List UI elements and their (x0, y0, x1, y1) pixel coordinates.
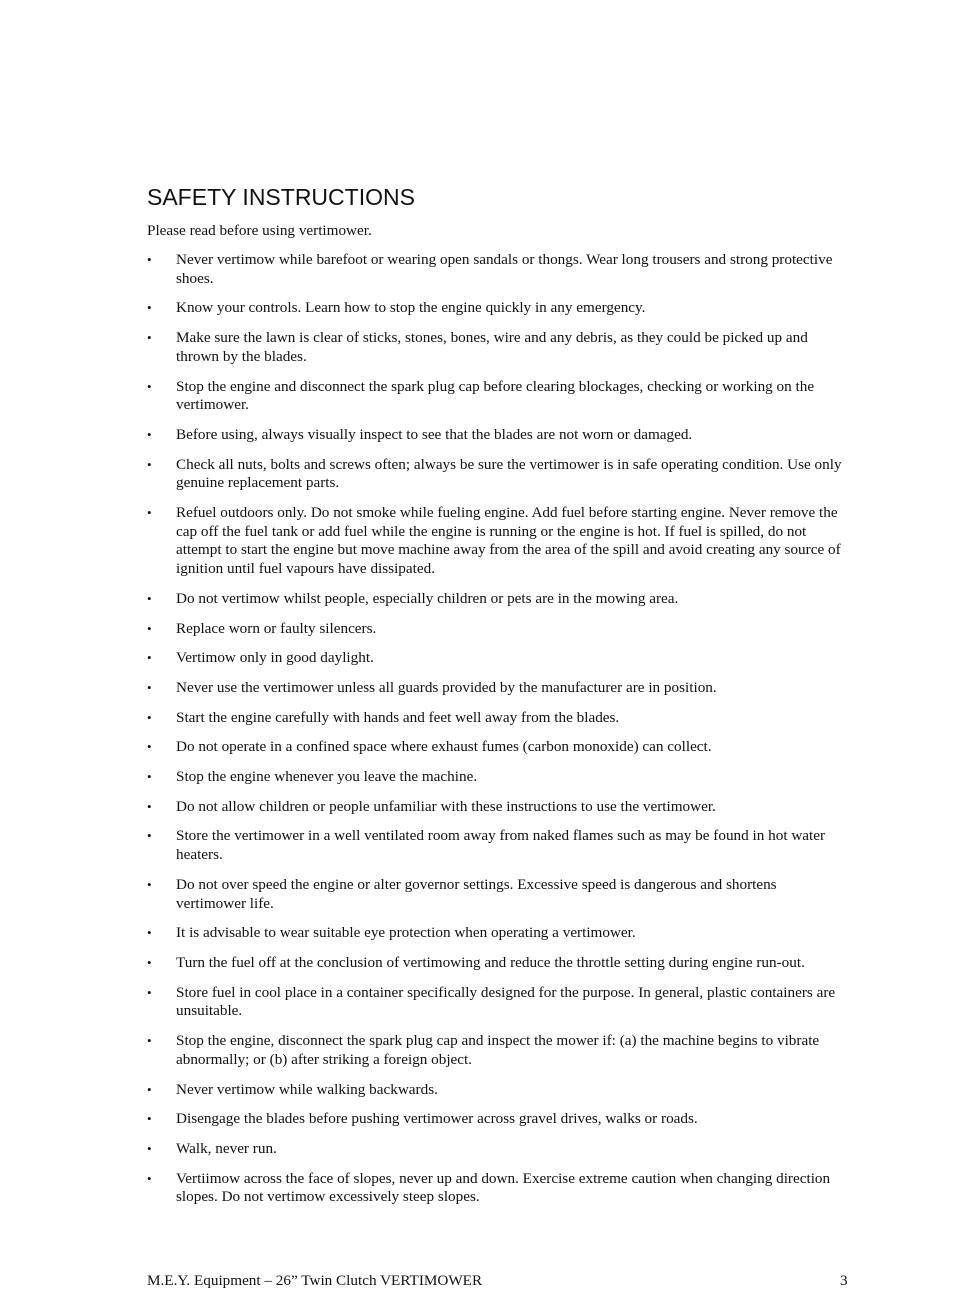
bullet-icon: • (147, 378, 152, 394)
list-item (147, 1110, 847, 1129)
list-item-text: Disengage the blades before pushing vertimower across gravel drives, walks or roads. (176, 1110, 698, 1128)
list-item-text: Refuel outdoors only. Do not smoke while fueling engine. Add fuel before starting engine. Never remove the cap off the fuel tank or add fuel while the engine is running or the engine is hot. If fuel is spilled, do not attempt to start the engine but move machine away from the area of the spill and avoid creating any source of ignition until fuel vapours have dissipated. (176, 504, 841, 578)
intro-text: Please read before using vertimower. (147, 222, 372, 239)
bullet-icon: • (147, 876, 152, 892)
list-item-text: Vertiimow across the face of slopes, never up and down. Exercise extreme caution when changing direction slopes. Do not vertimow excessively steep slopes. (176, 1169, 831, 1206)
list-item (147, 504, 847, 579)
list-item-text: Never use the vertimower unless all guards provided by the manufacturer are in position. (176, 678, 717, 696)
bullet-icon: • (147, 679, 152, 695)
bullet-icon: • (147, 1081, 152, 1097)
list-item-text: Check all nuts, bolts and screws often; always be sure the vertimower is in safe operating condition. Use only genuine replacement parts. (176, 455, 842, 492)
list-item (147, 299, 847, 318)
safety-instructions-list (147, 251, 847, 1218)
list-item (147, 798, 847, 817)
list-item-text: Stop the engine whenever you leave the machine. (176, 768, 478, 786)
list-item-text: Know your controls. Learn how to stop the engine quickly in any emergency. (176, 299, 646, 317)
list-item-text: Do not vertimow whilst people, especially children or pets are in the mowing area. (176, 589, 679, 607)
list-item-text: Never vertimow while barefoot or wearing open sandals or thongs. Wear long trousers and strong protective shoes. (176, 251, 833, 287)
list-item (147, 738, 847, 757)
page-title: SAFETY INSTRUCTIONS (147, 184, 415, 210)
bullet-icon: • (147, 984, 152, 1000)
list-item (147, 954, 847, 973)
bullet-icon: • (147, 252, 152, 267)
list-item-text: Do not allow children or people unfamiliar with these instructions to use the vertimower. (176, 797, 716, 815)
list-item-text: Before using, always visually inspect to see that the blades are not worn or damaged. (176, 425, 693, 443)
bullet-icon: • (147, 709, 152, 725)
list-item (147, 709, 847, 728)
list-item (147, 876, 847, 913)
page-number: 3 (840, 1272, 848, 1289)
list-item-text: Vertimow only in good daylight. (176, 649, 374, 667)
bullet-icon: • (147, 456, 152, 472)
list-item-text: Turn the fuel off at the conclusion of vertimowing and reduce the throttle setting during engine run-out. (176, 953, 805, 971)
bullet-icon: • (147, 650, 152, 666)
list-item (147, 251, 847, 288)
list-item (147, 1140, 847, 1159)
list-item (147, 620, 847, 639)
list-item-text: Walk, never run. (176, 1139, 277, 1157)
list-item-text: Stop the engine, disconnect the spark plug cap and inspect the mower if: (a) the machine begins to vibrate abnormally; or (b) after striking a foreign object. (176, 1032, 820, 1068)
list-item (147, 768, 847, 787)
list-item-text: Never vertimow while walking backwards. (176, 1080, 438, 1098)
bullet-icon: • (147, 769, 152, 785)
bullet-icon: • (147, 330, 152, 346)
bullet-icon: • (147, 828, 152, 844)
list-item (147, 1170, 847, 1207)
list-item-text: It is advisable to wear suitable eye protection when operating a vertimower. (176, 924, 636, 942)
list-item (147, 649, 847, 668)
list-item (147, 329, 847, 366)
bullet-icon: • (147, 925, 152, 941)
list-item (147, 984, 847, 1021)
bullet-icon: • (147, 620, 152, 636)
list-item-text: Stop the engine and disconnect the spark plug cap before clearing blockages, checking or working on the vertimower. (176, 377, 815, 414)
list-item (147, 590, 847, 609)
bullet-icon: • (147, 505, 152, 521)
list-item (147, 1081, 847, 1100)
list-item-text: Store the vertimower in a well ventilated room away from naked flames such as may be found in hot water heaters. (176, 827, 826, 864)
list-item-text: Replace worn or faulty silencers. (176, 619, 377, 637)
bullet-icon: • (147, 739, 152, 755)
list-item (147, 679, 847, 698)
footer-title: M.E.Y. Equipment – 26” Twin Clutch VERTIMOWER (147, 1272, 483, 1289)
list-item (147, 827, 847, 864)
list-item-text: Start the engine carefully with hands and feet well away from the blades. (176, 708, 620, 726)
bullet-icon: • (147, 1111, 152, 1127)
list-item (147, 426, 847, 445)
list-item-text: Make sure the lawn is clear of sticks, stones, bones, wire and any debris, as they could be picked up and thrown by the blades. (176, 329, 808, 365)
bullet-icon: • (147, 954, 152, 970)
list-item-text: Do not operate in a confined space where exhaust fumes (carbon monoxide) can collect. (176, 738, 712, 756)
bullet-icon: • (147, 1170, 152, 1186)
bullet-icon: • (147, 426, 152, 442)
list-item (147, 378, 847, 415)
bullet-icon: • (147, 1033, 152, 1049)
bullet-icon: • (147, 798, 152, 814)
bullet-icon: • (147, 1140, 152, 1156)
list-item (147, 1032, 847, 1069)
bullet-icon: • (147, 590, 152, 606)
list-item-text: Store fuel in cool place in a container specifically designed for the purpose. In general, plastic containers are unsuitable. (176, 983, 836, 1020)
bullet-icon: • (147, 300, 152, 316)
list-item (147, 924, 847, 943)
list-item-text: Do not over speed the engine or alter governor settings. Excessive speed is dangerous and shortens vertimower life. (176, 875, 777, 912)
list-item (147, 456, 847, 493)
